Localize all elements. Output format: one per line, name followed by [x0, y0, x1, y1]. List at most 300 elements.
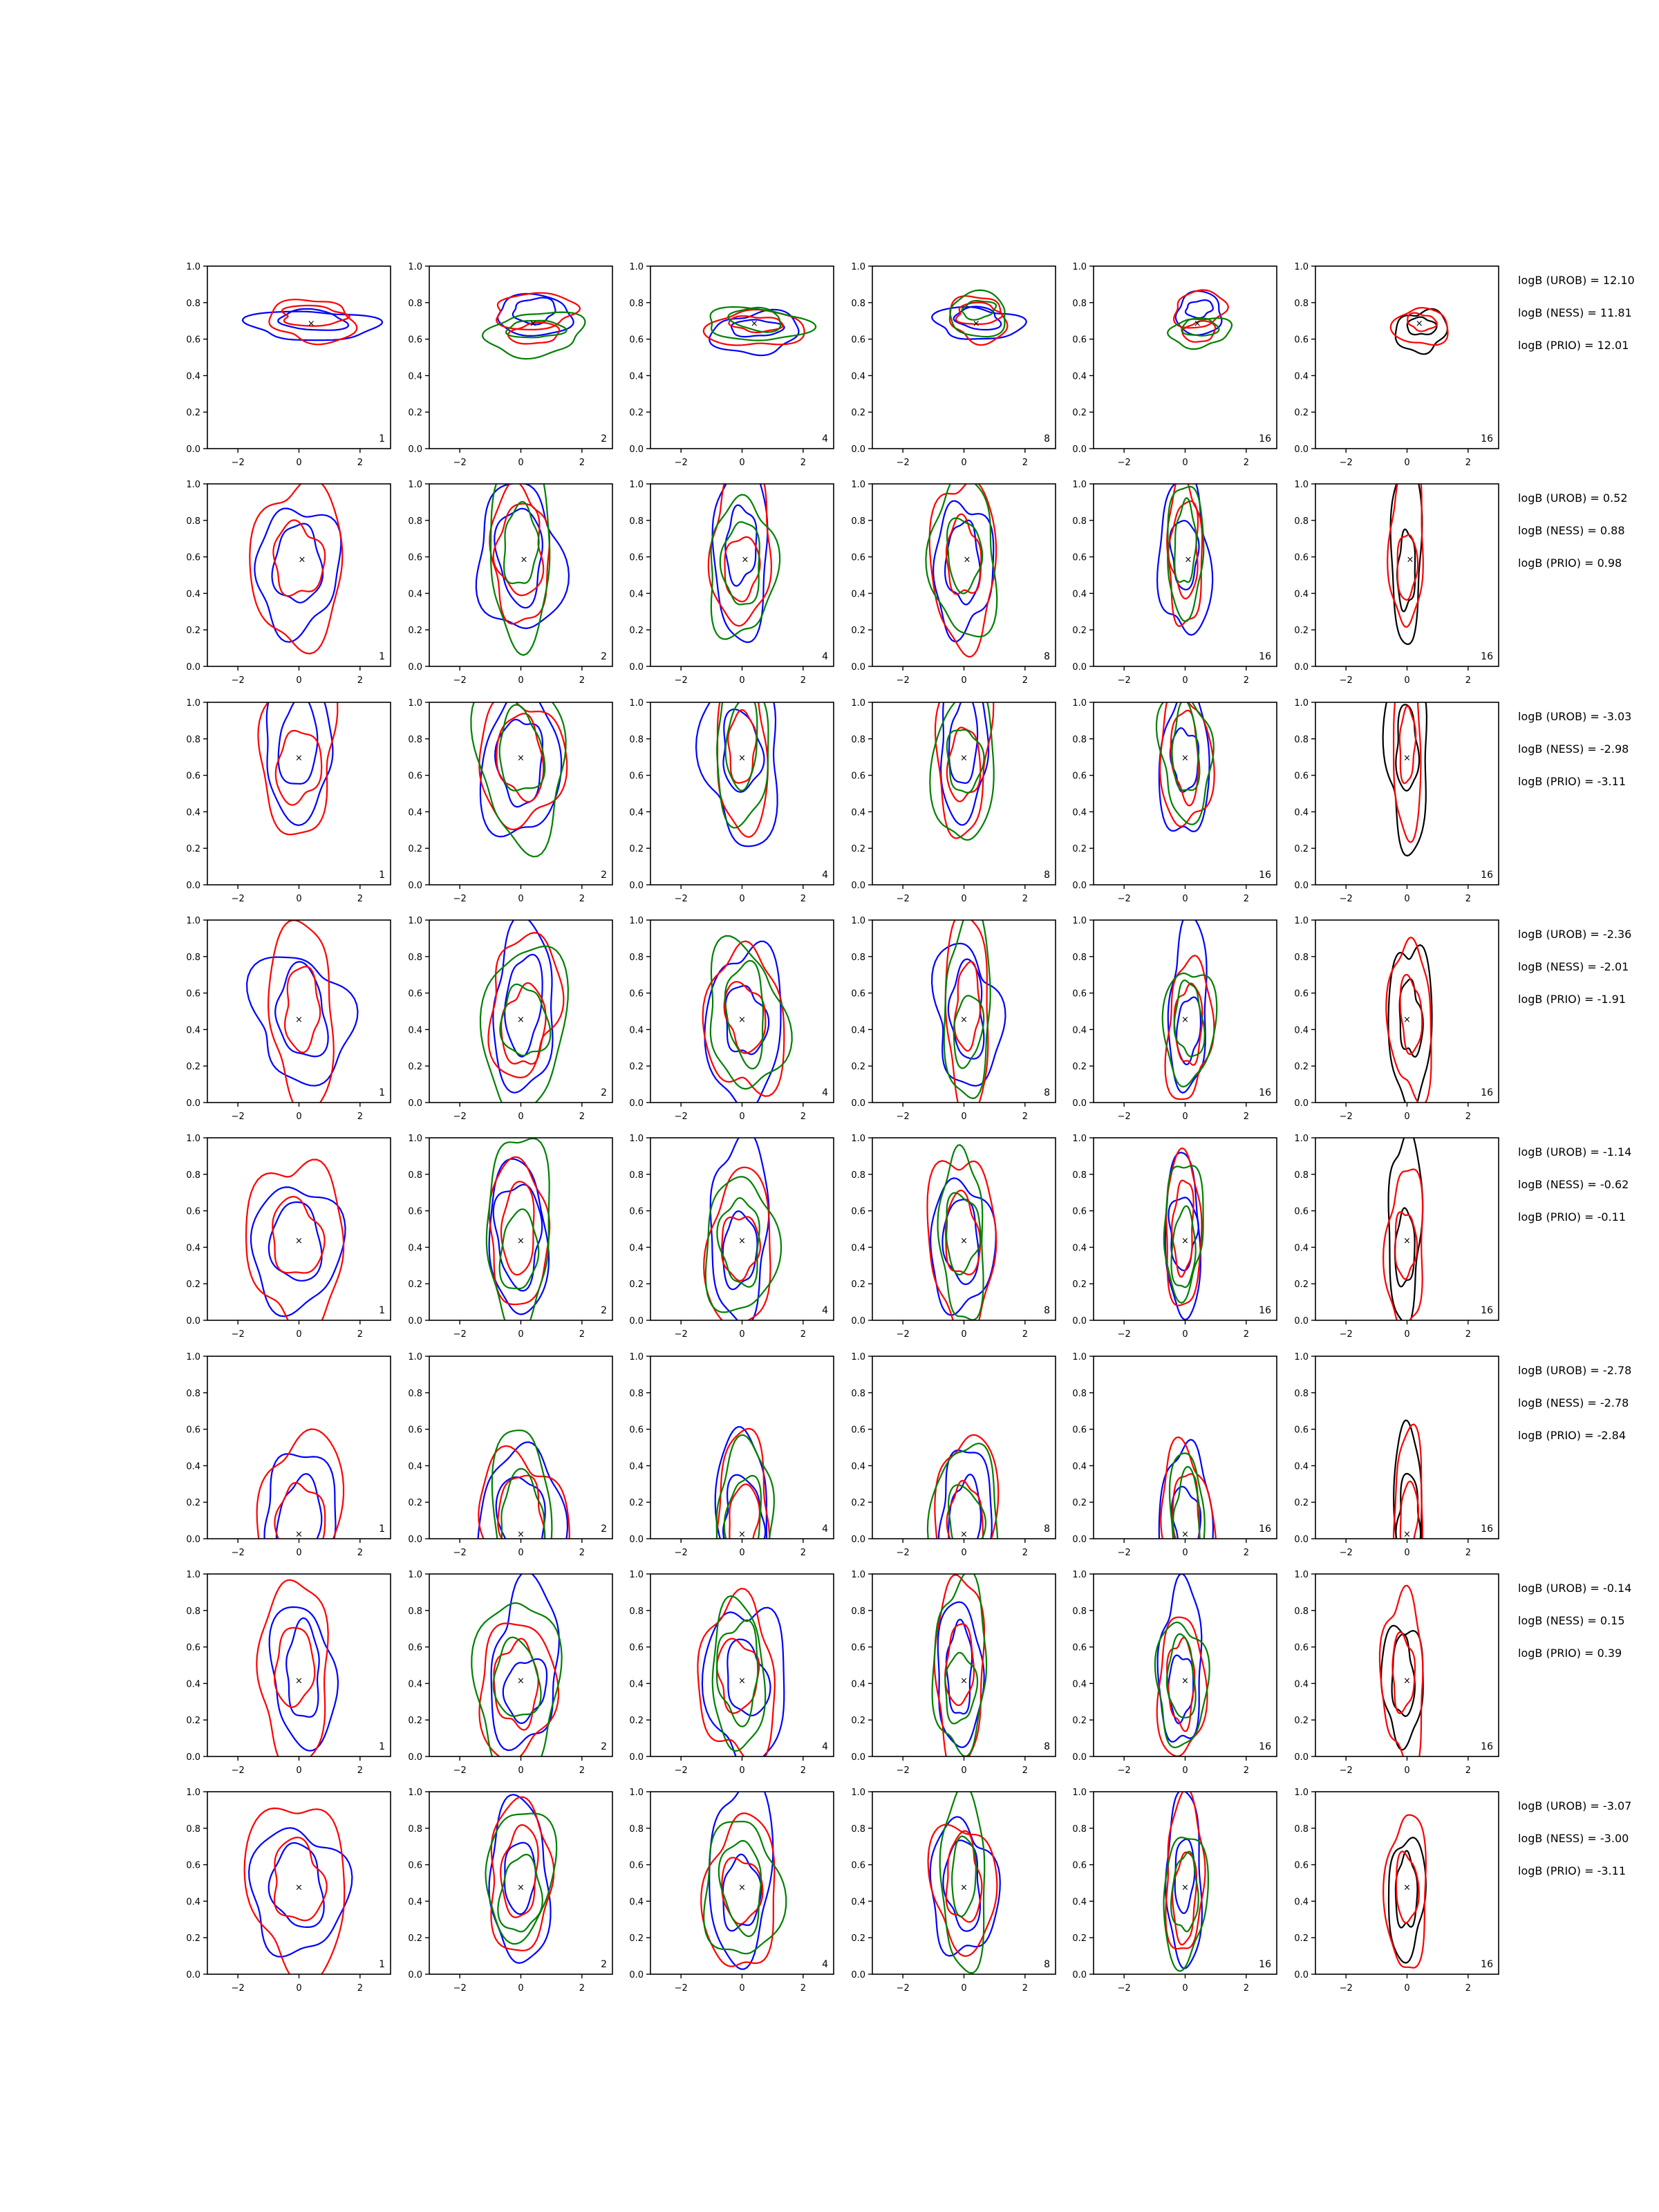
y-tick-label: 0.8 [408, 1606, 422, 1617]
y-tick-label: 0.4 [1294, 371, 1309, 382]
panel-r6-c6 [1294, 1352, 1499, 1558]
y-tick-label: 0.0 [408, 662, 422, 673]
y-tick-label: 0.4 [1072, 1897, 1087, 1908]
x-tick-label: 2 [1465, 1329, 1471, 1340]
panel-r2-c2 [408, 475, 612, 686]
y-tick-label: 0.4 [408, 589, 422, 600]
y-tick-label: 0.6 [851, 335, 865, 346]
panel-label: 4 [822, 870, 828, 881]
x-tick-label: 0 [296, 1765, 302, 1776]
y-tick-label: 0.2 [1072, 844, 1087, 855]
x-tick-label: 0 [518, 675, 524, 686]
axes-frame [1315, 1574, 1499, 1756]
y-tick-label: 0.8 [1294, 1170, 1309, 1181]
y-tick-label: 1.0 [1294, 1352, 1309, 1362]
green-contour [717, 1620, 758, 1727]
y-tick-label: 0.2 [851, 1062, 865, 1073]
x-tick-label: −2 [896, 675, 910, 686]
true-value-marker: × [1184, 554, 1192, 565]
x-tick-label: −2 [231, 1548, 245, 1558]
x-tick-label: −2 [231, 675, 245, 686]
x-tick-label: 0 [739, 1548, 745, 1558]
axes-frame [872, 1356, 1056, 1539]
panel-label: 16 [1481, 433, 1493, 444]
y-tick-label: 1.0 [1294, 262, 1309, 272]
contour-lines [487, 1138, 550, 1329]
panel-label: 16 [1259, 1087, 1271, 1098]
x-tick-label: 2 [1243, 1112, 1249, 1122]
y-tick-label: 1.0 [186, 262, 200, 272]
y-tick-label: 0.0 [408, 1316, 422, 1327]
y-tick-label: 0.2 [851, 626, 865, 637]
y-tick-label: 0.0 [629, 662, 644, 673]
y-tick-label: 0.8 [1072, 1388, 1087, 1399]
red-contour [245, 1808, 345, 1983]
panel-r1-c2 [408, 262, 612, 468]
y-tick-label: 0.0 [408, 1098, 422, 1109]
green-contour [720, 522, 760, 604]
x-tick-label: 0 [1182, 894, 1188, 904]
x-tick-label: 0 [1182, 675, 1188, 686]
axes-frame [872, 920, 1056, 1103]
y-tick-label: 0.8 [1072, 734, 1087, 745]
panel-label: 8 [1044, 1741, 1050, 1752]
y-tick-label: 0.6 [1072, 552, 1087, 563]
y-tick-label: 0.2 [186, 1498, 200, 1509]
blue-contour [505, 955, 542, 1057]
panel-label: 4 [822, 1524, 828, 1535]
y-tick-label: 1.0 [1294, 1788, 1309, 1798]
y-tick-label: 0.4 [1294, 1679, 1309, 1690]
true-value-marker: × [738, 1882, 746, 1893]
true-value-marker: × [520, 554, 528, 565]
y-tick-label: 1.0 [1072, 1570, 1087, 1580]
true-value-marker: × [1181, 1529, 1189, 1540]
true-value-marker: × [750, 319, 758, 330]
axes-frame [207, 484, 391, 666]
x-tick-label: 0 [1404, 894, 1410, 904]
panel-r3-c3 [629, 693, 834, 904]
x-tick-label: 2 [1243, 1983, 1249, 1994]
contour-lines [932, 911, 1005, 1112]
x-tick-label: 0 [1404, 1983, 1410, 1994]
y-tick-label: 0.4 [186, 1679, 200, 1690]
x-tick-label: −2 [453, 1765, 467, 1776]
true-value-marker: × [298, 554, 306, 565]
y-tick-label: 0.4 [408, 1243, 422, 1254]
logb-text-2: logB (NESS) = -2.98 [1518, 742, 1629, 756]
panel-label: 8 [1044, 1305, 1050, 1316]
y-tick-label: 0.6 [1294, 771, 1309, 782]
y-tick-label: 0.2 [408, 1498, 422, 1509]
y-tick-label: 0.4 [1294, 1025, 1309, 1036]
y-tick-label: 0.6 [1294, 1425, 1309, 1436]
y-tick-label: 0.8 [851, 1606, 865, 1617]
x-tick-label: −2 [231, 1329, 245, 1340]
x-tick-label: −2 [1339, 675, 1353, 686]
logb-text-3: logB (PRIO) = 0.98 [1518, 556, 1622, 570]
x-tick-label: −2 [453, 1548, 467, 1558]
panel-r2-c5 [1072, 475, 1277, 686]
y-tick-label: 0.0 [186, 444, 200, 455]
logb-text-1: logB (UROB) = -0.14 [1518, 1582, 1632, 1595]
y-tick-label: 0.4 [629, 589, 644, 600]
y-tick-label: 0.6 [408, 1642, 422, 1653]
y-tick-label: 0.2 [1294, 408, 1309, 419]
y-tick-label: 1.0 [851, 1352, 865, 1362]
panel-label: 1 [379, 651, 385, 662]
contour-lines [1155, 1574, 1210, 1756]
y-tick-label: 0.2 [1072, 1933, 1087, 1944]
y-tick-label: 0.8 [1294, 1606, 1309, 1617]
contour-lines [1380, 1586, 1423, 1765]
y-tick-label: 1.0 [186, 916, 200, 926]
y-tick-label: 1.0 [186, 1570, 200, 1580]
panel-label: 1 [379, 1741, 385, 1752]
x-tick-label: −2 [1339, 894, 1353, 904]
y-tick-label: 0.2 [629, 1062, 644, 1073]
x-tick-label: 2 [1465, 1765, 1471, 1776]
y-tick-label: 0.6 [186, 552, 200, 563]
panel-r1-c1 [186, 262, 391, 468]
y-tick-label: 0.4 [186, 1025, 200, 1036]
y-tick-label: 0.8 [1294, 298, 1309, 309]
green-contour [500, 984, 550, 1056]
x-tick-label: 0 [1182, 1765, 1188, 1776]
red-contour [1168, 501, 1198, 599]
y-tick-label: 1.0 [629, 1134, 644, 1144]
axes-frame [429, 484, 612, 666]
y-tick-label: 0.0 [851, 881, 865, 891]
y-tick-label: 0.2 [629, 844, 644, 855]
true-value-marker: × [1181, 1882, 1189, 1893]
y-tick-label: 1.0 [408, 1788, 422, 1798]
x-tick-label: −2 [674, 458, 688, 468]
x-tick-label: 2 [357, 1983, 363, 1994]
panel-row-6 [186, 1352, 1631, 1558]
y-tick-label: 0.4 [186, 1461, 200, 1472]
y-tick-label: 0.4 [1294, 1243, 1309, 1254]
true-value-marker: × [1181, 753, 1189, 764]
y-tick-label: 0.2 [186, 626, 200, 637]
x-tick-label: −2 [1339, 1329, 1353, 1340]
x-tick-label: 0 [1404, 1329, 1410, 1340]
panel-r7-c5 [1072, 1570, 1277, 1776]
logb-text-3: logB (PRIO) = 12.01 [1518, 339, 1629, 352]
contour-lines [928, 1785, 1000, 1974]
y-tick-label: 0.4 [629, 1897, 644, 1908]
x-tick-label: 0 [961, 458, 967, 468]
y-tick-label: 0.4 [1294, 807, 1309, 818]
y-tick-label: 0.8 [629, 1388, 644, 1399]
panel-r5-c2 [408, 1134, 612, 1340]
true-value-marker: × [1181, 1014, 1189, 1025]
y-tick-label: 1.0 [1072, 1134, 1087, 1144]
x-tick-label: −2 [674, 1983, 688, 1994]
contour-lines [1164, 1148, 1203, 1320]
panel-label: 1 [379, 433, 385, 444]
green-contour [952, 1837, 976, 1917]
y-tick-label: 1.0 [629, 698, 644, 709]
true-value-marker: × [517, 1529, 525, 1540]
x-tick-label: 2 [357, 894, 363, 904]
y-tick-label: 0.0 [408, 444, 422, 455]
panel-label: 4 [822, 651, 828, 662]
y-tick-label: 1.0 [629, 1352, 644, 1362]
true-value-marker: × [1403, 753, 1411, 764]
x-tick-label: 0 [296, 1983, 302, 1994]
y-tick-label: 0.2 [851, 1280, 865, 1291]
y-tick-label: 0.2 [1294, 1933, 1309, 1944]
logb-text-2: logB (NESS) = -0.62 [1518, 1178, 1629, 1191]
x-tick-label: 2 [800, 675, 806, 686]
logb-text-1: logB (UROB) = -3.03 [1518, 710, 1632, 723]
axes-frame [1315, 702, 1499, 885]
y-tick-label: 0.6 [408, 1425, 422, 1436]
y-tick-label: 0.6 [629, 1425, 644, 1436]
green-contour [500, 705, 545, 791]
panel-label: 2 [601, 1305, 607, 1316]
y-tick-label: 0.6 [408, 1206, 422, 1217]
x-tick-label: 0 [296, 458, 302, 468]
x-tick-label: 2 [1465, 1548, 1471, 1558]
y-tick-label: 0.8 [1072, 1824, 1087, 1835]
panel-label: 1 [379, 1305, 385, 1316]
logb-text-1: logB (UROB) = -2.78 [1518, 1364, 1632, 1377]
y-tick-label: 1.0 [629, 1788, 644, 1798]
y-tick-label: 0.6 [186, 335, 200, 346]
red-contour [272, 1197, 324, 1273]
axes-frame [1094, 1574, 1277, 1756]
y-tick-label: 0.2 [629, 1280, 644, 1291]
true-value-marker: × [1406, 554, 1414, 565]
x-tick-label: −2 [674, 1548, 688, 1558]
red-contour [489, 932, 564, 1078]
panel-label: 8 [1044, 870, 1050, 881]
panel-r1-c3 [629, 262, 834, 468]
contour-lines [932, 290, 1027, 345]
x-tick-label: 2 [579, 1765, 585, 1776]
panel-r2-c3 [629, 475, 834, 686]
x-tick-label: −2 [896, 1329, 910, 1340]
x-tick-label: 0 [961, 1765, 967, 1776]
x-tick-label: 0 [296, 1329, 302, 1340]
x-tick-label: −2 [674, 675, 688, 686]
true-value-marker: × [1403, 1529, 1411, 1540]
panel-label: 8 [1044, 1524, 1050, 1535]
true-value-marker: × [295, 1014, 303, 1025]
panel-r1-c6 [1294, 262, 1499, 468]
y-tick-label: 0.6 [408, 988, 422, 1000]
y-tick-label: 0.6 [851, 988, 865, 1000]
true-value-marker: × [295, 1529, 303, 1540]
panel-r7-c2 [408, 1570, 612, 1776]
panel-label: 16 [1259, 651, 1271, 662]
x-tick-label: −2 [1117, 1329, 1131, 1340]
y-tick-label: 1.0 [408, 698, 422, 709]
contour-lines [250, 478, 342, 653]
x-tick-label: 2 [579, 1548, 585, 1558]
contour-lines [1164, 1789, 1208, 1971]
y-tick-label: 0.8 [629, 516, 644, 527]
contour-lines [258, 693, 337, 834]
y-tick-label: 1.0 [1294, 698, 1309, 709]
y-tick-label: 0.4 [1072, 807, 1087, 818]
true-value-marker: × [738, 753, 746, 764]
true-value-marker: × [307, 319, 315, 330]
y-tick-label: 0.6 [851, 1860, 865, 1871]
y-tick-label: 0.2 [629, 408, 644, 419]
y-tick-label: 0.8 [851, 516, 865, 527]
y-tick-label: 0.2 [1294, 1498, 1309, 1509]
y-tick-label: 0.4 [408, 371, 422, 382]
y-tick-label: 1.0 [408, 262, 422, 272]
x-tick-label: 0 [296, 894, 302, 904]
y-tick-label: 0.0 [1072, 1752, 1087, 1763]
x-tick-label: 2 [357, 1765, 363, 1776]
x-tick-label: 2 [1465, 894, 1471, 904]
y-tick-label: 0.8 [629, 952, 644, 963]
axes-frame [1094, 1356, 1277, 1539]
x-tick-label: 2 [1022, 675, 1028, 686]
y-tick-label: 0.4 [851, 1897, 865, 1908]
blue-contour [932, 944, 1005, 1086]
panel-r4-c4 [851, 911, 1056, 1122]
y-tick-label: 0.0 [629, 1535, 644, 1545]
true-value-marker: × [960, 1529, 968, 1540]
y-tick-label: 0.6 [1072, 335, 1087, 346]
x-tick-label: 0 [1182, 1329, 1188, 1340]
y-tick-label: 0.0 [629, 1970, 644, 1980]
y-tick-label: 0.6 [629, 1206, 644, 1217]
x-tick-label: 0 [1182, 458, 1188, 468]
y-tick-label: 0.6 [1072, 771, 1087, 782]
panel-r8-c5 [1072, 1788, 1277, 1994]
panel-label: 16 [1259, 870, 1271, 881]
contour-lines [1387, 475, 1423, 644]
contour-lines [1383, 693, 1427, 856]
x-tick-label: 0 [518, 894, 524, 904]
y-tick-label: 1.0 [186, 1788, 200, 1798]
y-tick-label: 0.2 [1294, 1062, 1309, 1073]
x-tick-label: −2 [453, 675, 467, 686]
panel-r3-c4 [851, 693, 1056, 904]
x-tick-label: 2 [579, 1329, 585, 1340]
axes-frame [207, 1356, 391, 1539]
axes-frame [1315, 266, 1499, 449]
true-value-marker: × [517, 1014, 525, 1025]
y-tick-label: 0.2 [1072, 1062, 1087, 1073]
blue-contour [723, 1211, 758, 1289]
y-tick-label: 0.2 [408, 1933, 422, 1944]
x-tick-label: 2 [1465, 1112, 1471, 1122]
axes-frame [872, 1138, 1056, 1320]
panel-r5-c6 [1294, 1130, 1499, 1340]
panel-label: 2 [601, 870, 607, 881]
x-tick-label: 0 [1404, 458, 1410, 468]
x-tick-label: 0 [739, 1765, 745, 1776]
x-tick-label: −2 [453, 1983, 467, 1994]
contour-lines [245, 1808, 353, 1983]
axes-frame [207, 266, 391, 449]
y-tick-label: 0.8 [629, 734, 644, 745]
red-contour [709, 475, 771, 626]
true-value-marker: × [738, 1236, 746, 1247]
x-tick-label: 0 [296, 1112, 302, 1122]
logb-text-1: logB (UROB) = 0.52 [1518, 491, 1628, 505]
true-value-marker: × [741, 554, 749, 565]
y-tick-label: 0.2 [186, 408, 200, 419]
logb-text-2: logB (NESS) = -2.78 [1518, 1396, 1629, 1409]
y-tick-label: 0.0 [1072, 1970, 1087, 1980]
panel-label: 8 [1044, 1959, 1050, 1970]
y-tick-label: 0.6 [1072, 988, 1087, 1000]
y-tick-label: 0.6 [1072, 1860, 1087, 1871]
blue-contour [279, 696, 318, 784]
y-tick-label: 1.0 [408, 1570, 422, 1580]
y-tick-label: 0.8 [408, 734, 422, 745]
panel-r6-c3 [629, 1352, 834, 1558]
x-tick-label: 2 [1465, 675, 1471, 686]
red-contour [250, 478, 342, 653]
panel-r8-c1 [186, 1788, 391, 1994]
red-contour [947, 727, 981, 801]
x-tick-label: 0 [1404, 1765, 1410, 1776]
y-tick-label: 1.0 [851, 698, 865, 709]
y-tick-label: 0.0 [186, 1316, 200, 1327]
contour-lines [704, 307, 816, 355]
logb-text-3: logB (PRIO) = -2.84 [1518, 1429, 1626, 1442]
y-tick-label: 0.2 [1072, 408, 1087, 419]
y-tick-label: 0.6 [186, 1642, 200, 1653]
y-tick-label: 0.6 [851, 1425, 865, 1436]
y-tick-label: 1.0 [408, 916, 422, 926]
true-value-marker: × [517, 1882, 525, 1893]
y-tick-label: 0.4 [1072, 589, 1087, 600]
panel-r8-c3 [629, 1783, 834, 1994]
panel-r8-c4 [851, 1785, 1056, 1994]
logb-text-3: logB (PRIO) = -3.11 [1518, 1864, 1626, 1877]
y-tick-label: 0.4 [851, 1679, 865, 1690]
x-tick-label: 0 [961, 1112, 967, 1122]
true-value-marker: × [1181, 1676, 1189, 1687]
contour-lines [486, 1794, 557, 1963]
panel-label: 16 [1481, 1524, 1493, 1535]
y-tick-label: 1.0 [1294, 1134, 1309, 1144]
red-contour [494, 504, 544, 596]
y-tick-label: 0.2 [851, 408, 865, 419]
panel-row-4 [186, 911, 1631, 1122]
x-tick-label: −2 [674, 1765, 688, 1776]
y-tick-label: 0.6 [186, 1425, 200, 1436]
x-tick-label: 2 [1465, 1983, 1471, 1994]
x-tick-label: 0 [739, 458, 745, 468]
panel-r3-c6 [1294, 693, 1499, 904]
panel-label: 16 [1481, 1305, 1493, 1316]
y-tick-label: 0.0 [851, 1970, 865, 1980]
y-tick-label: 0.0 [408, 881, 422, 891]
panel-label: 2 [601, 651, 607, 662]
panel-r7-c1 [186, 1570, 391, 1776]
y-tick-label: 0.2 [186, 1280, 200, 1291]
y-tick-label: 1.0 [629, 262, 644, 272]
y-tick-label: 0.0 [1072, 1098, 1087, 1109]
axes-frame [1315, 484, 1499, 666]
green-contour [487, 1138, 550, 1329]
axes-frame [207, 702, 391, 885]
panel-label: 16 [1259, 1524, 1271, 1535]
y-tick-label: 0.6 [408, 1860, 422, 1871]
